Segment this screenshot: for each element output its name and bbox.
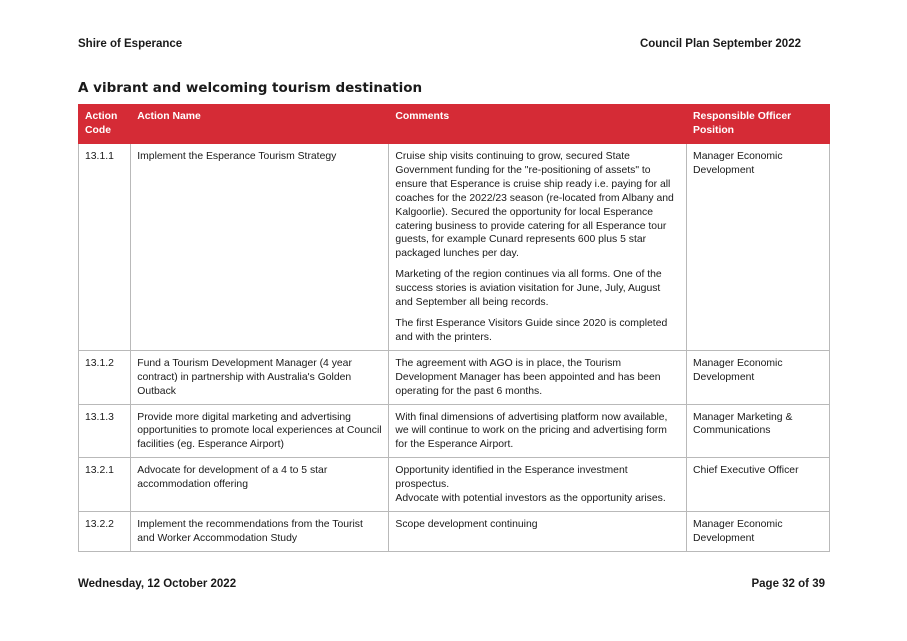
table-row (79, 350, 830, 404)
comment-paragraph: With final dimensions of advertising platform now available, we will continue to work on the pricing and advertising form for the Esperance Airport. (395, 411, 668, 451)
officer-cell: Chief Executive Officer (687, 458, 830, 512)
action-code-cell: 13.1.1 (79, 144, 131, 351)
action-table (78, 104, 830, 552)
comment-paragraph: Scope development continuing (395, 518, 538, 530)
action-name-cell: Implement the Esperance Tourism Strategy (131, 144, 389, 351)
column-header-action-name: Action Name (131, 105, 389, 144)
action-code-cell: 13.2.2 (79, 511, 131, 551)
table-header-row (79, 105, 830, 144)
action-name-cell: Provide more digital marketing and advertising opportunities to promote local experiences at Council facilities (eg. Esperance Airport) (131, 404, 389, 458)
table-row (79, 404, 830, 458)
comment-paragraph: Cruise ship visits continuing to grow, secured State Government funding for the "re-positioning of assets" to ensure that Esperance is cruise ship ready i.e. paying for all coaches for the 2022/23 season (re-located from Albany and Kalgoorlie). Secured the opportunity for local Esperance catering business to provide catering for all Esperance tour guests, for example Cunard represents 600 plus 5 star packaged lunches per day. (395, 151, 674, 260)
table-row (79, 144, 830, 351)
comments-cell (389, 144, 687, 351)
comment-line: Opportunity identified in the Esperance investment prospectus. (395, 465, 628, 491)
comment-paragraph: Marketing of the region continues via all forms. One of the success stories is aviation visitation for June, July, August and September all being records. (395, 269, 662, 309)
column-header-comments: Comments (389, 105, 687, 144)
header-organization: Shire of Esperance (78, 38, 183, 50)
comment-paragraph: The first Esperance Visitors Guide since 2020 is completed and with the printers. (395, 317, 668, 343)
table-row (79, 458, 830, 512)
comments-cell (389, 350, 687, 404)
action-code-cell: 13.2.1 (79, 458, 131, 512)
footer-date: Wednesday, 12 October 2022 (78, 578, 237, 590)
column-header-responsible-officer: Responsible Officer Position (687, 105, 830, 144)
action-code-cell: 13.1.2 (79, 350, 131, 404)
action-name-cell: Fund a Tourism Development Manager (4 year contract) in partnership with Australia's Golden Outback (131, 350, 389, 404)
footer-page-number: Page 32 of 39 (751, 578, 825, 590)
action-name-cell: Advocate for development of a 4 to 5 star accommodation offering (131, 458, 389, 512)
header-document-title: Council Plan September 2022 (639, 38, 801, 50)
section-title: A vibrant and welcoming tourism destination (78, 80, 423, 96)
comment-paragraph: The agreement with AGO is in place, the Tourism Development Manager has been appointed and has been operating for the past 6 months. (395, 357, 661, 397)
column-header-action-code: Action Code (79, 105, 131, 144)
officer-cell: Manager Economic Development (687, 350, 830, 404)
comments-cell (389, 458, 687, 512)
action-name-cell: Implement the recommendations from the Tourist and Worker Accommodation Study (131, 511, 389, 551)
action-code-cell: 13.1.3 (79, 404, 131, 458)
comments-cell (389, 511, 687, 551)
table-row (79, 511, 830, 551)
comments-cell (389, 404, 687, 458)
officer-cell: Manager Economic Development (687, 511, 830, 551)
officer-cell: Manager Marketing & Communications (687, 404, 830, 458)
officer-cell: Manager Economic Development (687, 144, 830, 351)
comment-line: Advocate with potential investors as the opportunity arises. (395, 493, 666, 505)
